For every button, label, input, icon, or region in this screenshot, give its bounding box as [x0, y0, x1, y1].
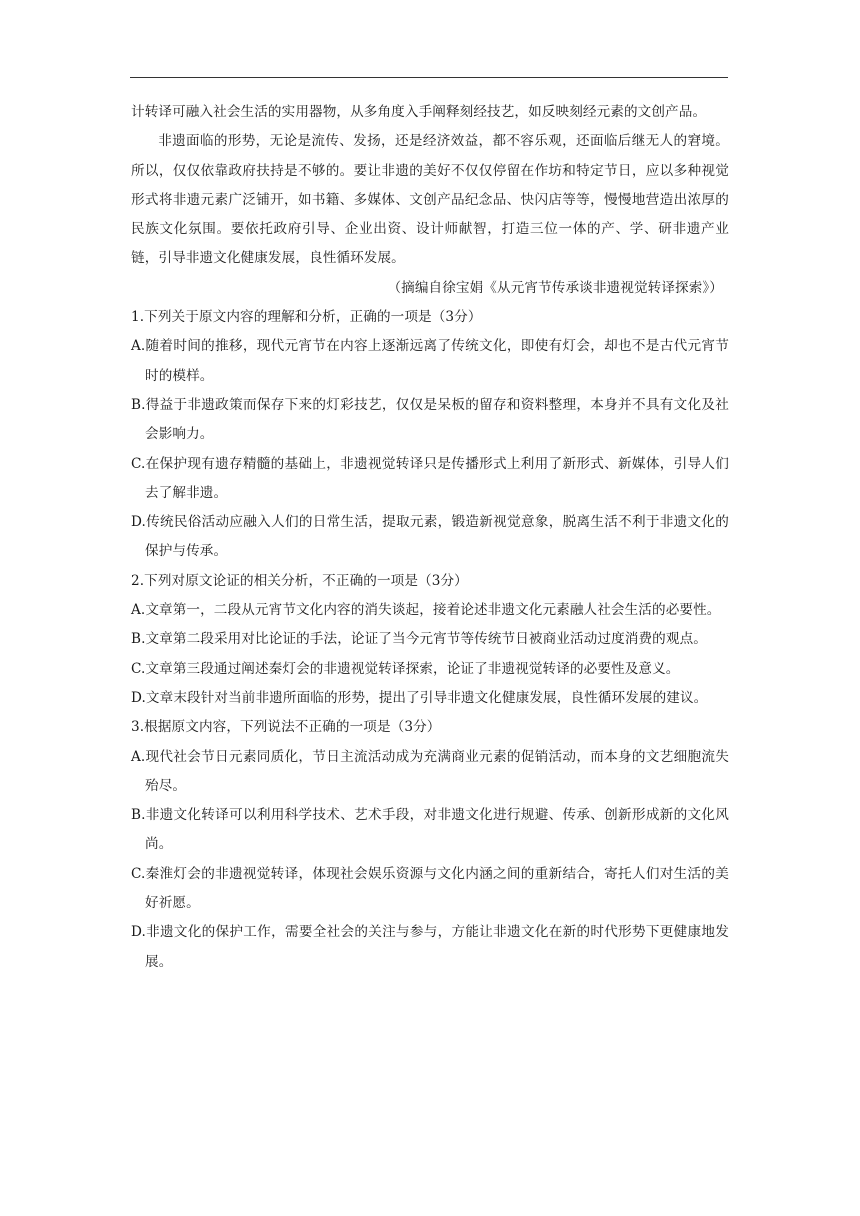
option-a: A.随着时间的推移，现代元宵节在内容上逐渐远离了传统文化，即使有灯会，却也不是古代元宵节时的模样。 [131, 338, 729, 384]
option-b: B.得益于非遗政策而保存下来的灯彩技艺，仅仅是呆板的留存和资料整理，本身并不具有文化及社会影响力。 [131, 396, 729, 443]
passage-paragraph: 非遗面临的形势，无论是流传、发扬，还是经济效益，都不容乐观，还面临后继无人的窘境。所以，仅仅依靠政府扶持是不够的。要让非遗的美好不仅仅停留在作坊和特定节日，应以多种视觉形式将非遗元素广泛铺开，如书籍、多媒体、文创产品纪念品、快闪店等等，慢慢地营造出浓厚的民族文化氛围。要依托政府引导、企业出资、设计师献智，打造三位一体的产、学、研非遗产业链，引导非遗文化健康发展，良性循环发展。 [131, 133, 729, 267]
question-stem: 3.根据原文内容，下列说法不正确的一项是（3分） [131, 719, 441, 736]
option-c: C.秦淮灯会的非遗视觉转译，体现社会娱乐资源与文化内涵之间的重新结合，寄托人们对生活的美好祈愿。 [131, 865, 729, 912]
option-b: B.非遗文化转译可以利用科学技术、艺术手段，对非遗文化进行规避、传承、创新形成新的文化风尚。 [131, 807, 729, 853]
option-c: C.在保护现有遗存精髓的基础上，非遗视觉转译只是传播形式上利用了新形式、新媒体，引导人们去了解非遗。 [131, 455, 729, 501]
passage-citation: （摘编自徐宝娟《从元宵节传承谈非遗视觉转译探索》） [387, 279, 723, 296]
option-d: D.非遗文化的保护工作，需要全社会的关注与参与，方能让非遗文化在新的时代形势下更健康地发展。 [131, 924, 729, 970]
question-3 [131, 713, 729, 977]
option-c: C.文章第三段通过阐述秦灯会的非遗视觉转译探索，论证了非遗视觉转译的必要性及意义。 [131, 660, 680, 677]
passage-continuation: 计转译可融入社会生活的实用器物，从多角度入手阐释刻经技艺，如反映刻经元素的文创产品。 [131, 104, 707, 120]
question-1 [131, 303, 729, 567]
option-a: A.现代社会节日元素同质化，节日主流活动成为充满商业元素的促销活动，而本身的文艺细胞流失殆尽。 [131, 748, 729, 794]
question-2 [131, 567, 729, 713]
option-b: B.文章第二段采用对比论证的手法，论证了当今元宵节等传统节日被商业活动过度消费的观点。 [131, 631, 707, 648]
option-d: D.文章末段针对当前非遗所面临的形势，提出了引导非遗文化健康发展，良性循环发展的建议。 [131, 689, 708, 706]
document-body [131, 98, 729, 977]
option-d: D.传统民俗活动应融入人们的日常生活，提取元素，锻造新视觉意象，脱离生活不利于非遗文化的保护与传承。 [131, 514, 729, 560]
header-rule [130, 77, 728, 78]
question-stem: 2.下列对原文论证的相关分析，不正确的一项是（3分） [131, 572, 468, 589]
option-a: A.文章第一，二段从元宵节文化内容的消失谈起，接着论述非遗文化元素融人社会生活的必要性。 [131, 602, 721, 619]
question-stem: 1.下列关于原文内容的理解和分析，正确的一项是（3分） [131, 309, 482, 326]
